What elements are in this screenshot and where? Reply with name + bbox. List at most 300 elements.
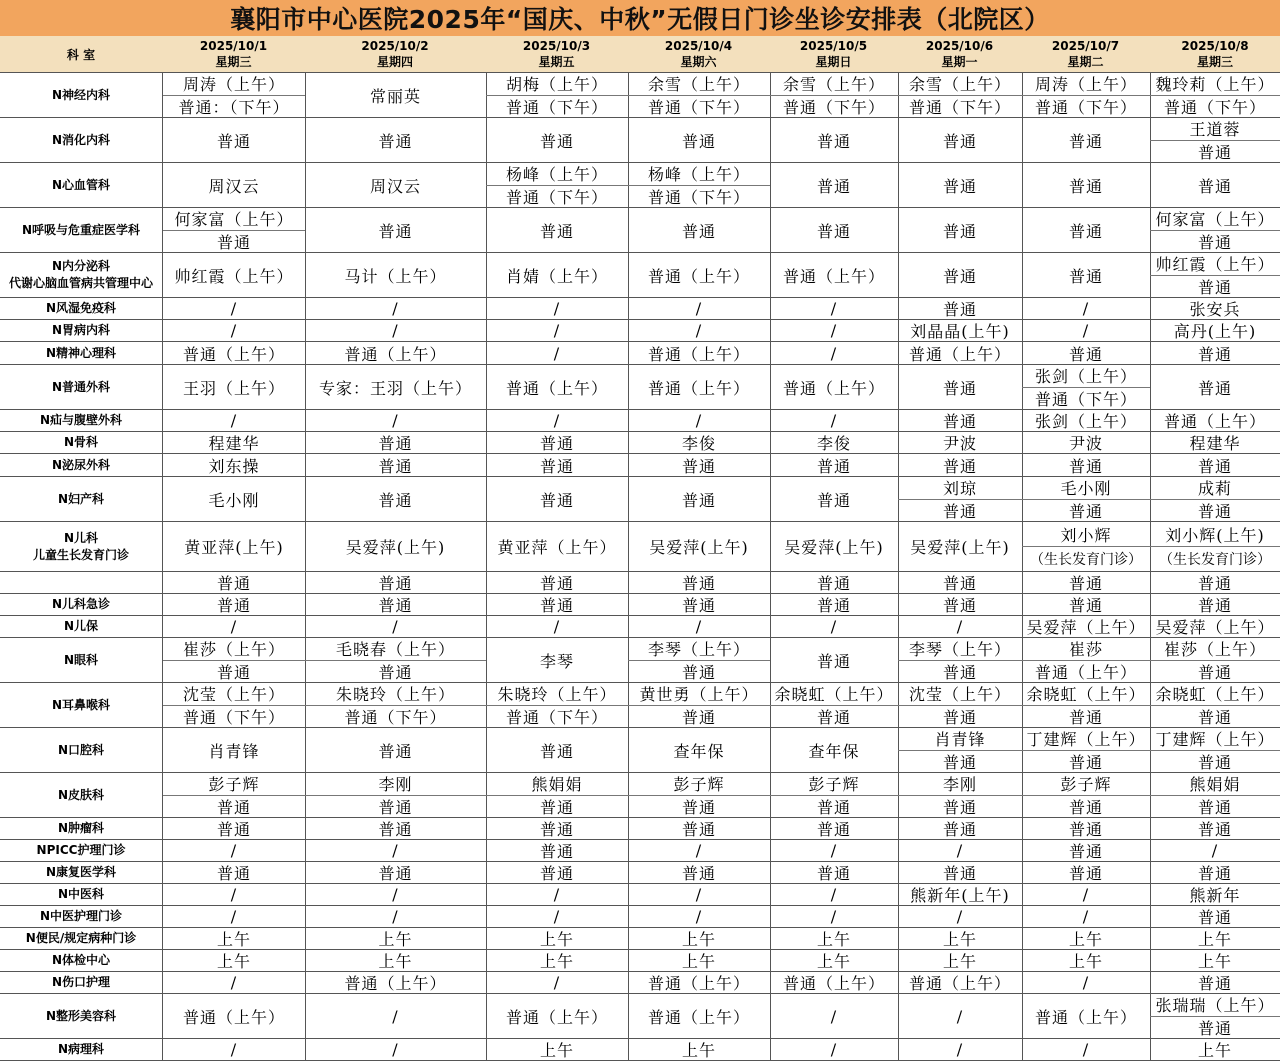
cell-line: 普通 [1022,705,1150,728]
cell-line: 上午 [539,930,574,949]
schedule-cell [628,773,770,817]
cell-line: 普通（上午） [182,1007,285,1027]
cell-line: 普通 [539,456,574,476]
cell-line: 普通 [1022,750,1150,773]
dept-name [0,342,162,364]
cell-line: 普通 [216,864,251,883]
cell-line: 普通 [216,596,251,615]
schedule-cell [163,950,305,971]
cell-line: / [553,617,561,636]
schedule-cell [628,253,770,297]
schedule-cell [1022,928,1150,949]
schedule-cell [163,594,305,615]
header-day [628,36,769,72]
cell-line: 尹波 [942,434,977,453]
cell-line: / [695,907,703,926]
schedule-cell [628,454,770,476]
cell-line: 普通（上午） [782,974,885,993]
cell-line: 普通 [816,864,851,883]
schedule-cell [628,594,770,615]
cell-line: 彭子辉 [208,775,260,795]
schedule-cell [770,972,898,993]
dept-name-line: N儿科急诊 [51,597,111,611]
cell-line: 周汉云 [208,176,260,196]
schedule-cell [486,454,628,476]
schedule-cell [898,163,1022,207]
cell-line: 普通 [816,221,851,241]
schedule-cell [1150,728,1280,772]
schedule-cell [770,454,898,476]
cell-line: 王道蓉 [1189,120,1241,140]
cell-line: 普通 [1068,131,1103,151]
schedule-cell [770,862,898,883]
cell-line: 上午 [681,952,716,971]
schedule-cell [898,477,1022,521]
header-weekday: 星期四 [376,55,413,69]
cell-line: （生长发育门诊） [1150,546,1280,571]
cell-line: 朱晓玲（上午） [335,685,455,705]
cell-line: 查年保 [673,741,725,761]
cell-line: 普通 [1197,974,1232,993]
cell-line: / [392,411,399,430]
cell-line: （生长发育门诊） [1022,546,1150,571]
cell-line: 何家富（上午） [1155,210,1275,230]
schedule-cell [898,683,1022,727]
schedule-cell [163,862,305,883]
schedule-cell [163,972,305,993]
schedule-cell [770,994,898,1038]
schedule-cell [1150,840,1280,861]
cell-line: 马计（上午） [344,266,447,286]
schedule-cell [1150,454,1280,476]
cell-line: 常丽英 [369,86,421,106]
cell-line: / [956,1006,964,1026]
cell-line: 普通 [539,820,574,839]
cell-line: 普通 [1197,456,1232,476]
schedule-cell [305,320,486,341]
schedule-cell [770,118,898,162]
schedule-cell [163,454,305,476]
schedule-cell [1022,253,1150,297]
dept-name-line: N疝与腹壁外科 [39,413,123,427]
cell-line: 上午 [539,1041,574,1060]
cell-line: 丁建辉（上午） [1026,730,1146,750]
schedule-cell [486,616,628,637]
schedule-cell [898,253,1022,297]
cell-line: 熊娟娟 [531,775,583,795]
schedule-cell [486,522,628,571]
cell-line: 黄世勇（上午） [639,685,759,705]
schedule-cell [1022,454,1150,476]
cell-line: 熊新年 [1189,886,1241,905]
cell-line: 刘琼 [942,479,977,499]
cell-line: 张安兵 [1189,300,1241,319]
cell-line: / [230,841,238,860]
dept-name [0,728,162,772]
schedule-cell [898,432,1022,453]
cell-line: 杨峰（上午） [505,165,608,185]
cell-line: 普通 [1068,221,1103,241]
schedule-cell [770,298,898,319]
cell-line: 普通 [816,574,851,593]
schedule-cell [1022,365,1150,409]
header-weekday: 星期六 [680,55,717,69]
schedule-cell [628,163,770,207]
cell-line: / [392,1006,399,1026]
schedule-cell [1022,840,1150,861]
schedule-cell [486,163,628,207]
schedule-cell [163,683,305,727]
schedule-cell [770,818,898,839]
header-date: 2025/10/7 [1051,39,1120,53]
cell-line: 张剑（上午） [1034,367,1137,387]
cell-line: 普通（上午） [908,344,1011,364]
schedule-cell [1150,572,1280,593]
schedule-cell [628,410,770,431]
cell-line: / [230,973,238,992]
schedule-cell [163,773,305,817]
schedule-cell [770,477,898,521]
header-date: 2025/10/1 [199,39,268,53]
cell-line: 周汉云 [369,176,421,196]
cell-line: 普通 [1022,499,1150,522]
cell-line: 普通 [1068,820,1103,839]
cell-line: 王羽（上午） [182,378,285,398]
cell-line: 普通 [816,131,851,151]
header-day [486,36,627,72]
cell-line: 普通 [1197,908,1232,927]
schedule-cell [770,320,898,341]
schedule-cell [1150,950,1280,971]
dept-name-line: N消化内科 [51,132,111,147]
schedule-cell [163,73,305,117]
schedule-cell [1022,683,1150,727]
cell-line: 李俊 [816,434,851,453]
cell-line: 朱晓玲（上午） [497,685,617,705]
schedule-cell [163,477,305,521]
schedule-cell [1022,298,1150,319]
schedule-cell [1150,365,1280,409]
cell-line: / [956,1040,964,1059]
cell-line: 普通（上午） [647,378,750,398]
cell-line: 余晓虹（上午） [1155,685,1275,705]
cell-line: / [230,885,238,904]
schedule-cell [1150,818,1280,839]
cell-line: 上午 [1068,952,1103,971]
schedule-cell [770,163,898,207]
cell-line: 上午 [681,930,716,949]
cell-line: 普通 [1068,596,1103,615]
cell-line: 普通 [378,864,413,883]
cell-line: 余雪（上午） [782,75,885,95]
schedule-cell [1022,950,1150,971]
cell-line: 余雪（上午） [647,75,750,95]
header-weekday: 星期五 [538,55,575,69]
cell-line: 李俊 [681,434,716,453]
cell-line: 普通 [378,596,413,615]
table-row [0,319,1280,341]
table-row [0,297,1280,319]
dept-name [0,253,162,297]
dept-name-line: N心血管科 [51,177,111,192]
cell-line: 黄亚萍（上午） [497,538,617,557]
cell-line: 普通 [1197,596,1232,615]
cell-line: 普通（下午） [628,185,770,208]
cell-line: 毛晓春（上午） [335,640,455,660]
cell-line: / [230,1040,238,1059]
schedule-cell [628,818,770,839]
cell-line: 上午 [1197,930,1232,949]
cell-line: 普通 [539,434,574,453]
cell-line: 普通 [816,176,851,196]
schedule-cell [305,342,486,364]
cell-line: / [392,841,399,860]
schedule-cell [628,728,770,772]
table-row [0,682,1280,727]
cell-line: 普通 [539,741,574,761]
cell-line: / [956,617,964,636]
cell-line: 普通 [305,795,486,818]
schedule-cell [628,522,770,571]
dept-name-line: N病理科 [57,1042,105,1056]
dept-name [0,840,162,861]
table-row [0,521,1280,571]
schedule-cell [1022,572,1150,593]
cell-line: 普通 [378,820,413,839]
schedule-cell [163,410,305,431]
schedule-cell [305,118,486,162]
schedule-cell [305,994,486,1038]
table-row [0,453,1280,476]
dept-name-line: N胃病内科 [51,323,111,337]
cell-line: 肖婧（上午） [505,266,608,286]
cell-line: 普通 [816,651,851,671]
schedule-cell [1150,773,1280,817]
dept-name-line: N妇产科 [57,491,105,506]
schedule-cell [163,253,305,297]
cell-line: 普通（上午） [505,378,608,398]
schedule-cell [1022,972,1150,993]
schedule-cell [486,410,628,431]
schedule-cell [486,884,628,905]
table-row [0,162,1280,207]
schedule-cell [1022,477,1150,521]
dept-name [0,572,162,593]
schedule-cell [486,840,628,861]
cell-line: 普通 [1068,344,1103,364]
dept-name [0,298,162,319]
cell-line: 上午 [1197,952,1232,971]
cell-line: 余晓虹（上午） [1026,685,1146,705]
cell-line: 普通 [1068,176,1103,196]
schedule-cell [770,884,898,905]
dept-name-line: N神经内科 [51,87,111,102]
cell-line: 普通 [539,131,574,151]
schedule-table [0,72,1280,1061]
schedule-cell [898,342,1022,364]
cell-line: 普通 [770,705,898,728]
cell-line: 沈莹（上午） [182,685,285,705]
cell-line: 毛小刚 [1060,479,1112,499]
header-day [770,36,897,72]
schedule-cell [770,906,898,927]
schedule-cell [1022,342,1150,364]
dept-name-line: N内分泌科 [51,259,111,273]
cell-line: 普通 [942,300,977,319]
dept-name-line: N口腔科 [57,742,105,757]
schedule-cell [770,253,898,297]
cell-line: / [695,841,703,860]
cell-line: / [392,617,399,636]
table-row [0,341,1280,364]
header-dept-label: 科 室 [66,47,96,62]
cell-line: 普通 [942,378,977,398]
schedule-cell [770,410,898,431]
schedule-cell [305,572,486,593]
schedule-cell [486,994,628,1038]
schedule-cell [770,342,898,364]
cell-line: / [830,343,838,363]
cell-line: 普通 [942,864,977,883]
schedule-cell [898,572,1022,593]
schedule-cell [486,638,628,682]
table-header [0,36,1280,72]
cell-line: 普通（下午） [163,705,305,728]
cell-line: / [830,1040,838,1059]
cell-line: / [1082,299,1090,318]
cell-line: 崔莎 [1068,640,1103,660]
table-row [0,905,1280,927]
schedule-cell [1150,163,1280,207]
dept-name [0,906,162,927]
cell-line: 普通：（下午） [163,95,305,118]
dept-name-line: N伤口护理 [51,975,111,989]
schedule-cell [1150,994,1280,1038]
table-row [0,637,1280,682]
cell-line: 普通 [898,705,1022,728]
cell-line: 上午 [816,930,851,949]
schedule-cell [305,773,486,817]
cell-line: 吴爱萍(上午) [784,538,884,557]
table-row [0,364,1280,409]
schedule-cell [770,840,898,861]
schedule-cell [486,862,628,883]
cell-line: 普通 [163,660,305,683]
header-date: 2025/10/2 [361,39,429,53]
dept-name [0,432,162,453]
cell-line: 普通 [898,750,1022,773]
cell-line: 普通 [1197,864,1232,883]
cell-line: 普通 [681,820,716,839]
cell-line: / [230,411,238,430]
cell-line: 彭子辉 [1060,775,1112,795]
cell-line: / [695,617,703,636]
schedule-cell [1150,118,1280,162]
cell-line: 普通 [942,596,977,615]
table-row [0,927,1280,949]
schedule-cell [163,163,305,207]
dept-name-line: N中医护理门诊 [39,909,123,923]
schedule-cell [163,906,305,927]
dept-name-line: N呼吸与危重症医学科 [21,222,141,237]
cell-line: 普通（上午） [908,974,1011,993]
cell-line: 普通 [816,456,851,476]
schedule-cell [770,572,898,593]
schedule-cell [486,298,628,319]
dept-name [0,320,162,341]
table-row [0,1038,1280,1060]
schedule-cell [628,972,770,993]
cell-line: 普通 [816,820,851,839]
header-day [1022,36,1149,72]
cell-line: 余晓虹（上午） [774,685,894,705]
cell-line: 上午 [539,952,574,971]
cell-line: 普通 [942,574,977,593]
schedule-cell [486,432,628,453]
schedule-cell [163,432,305,453]
schedule-cell [305,253,486,297]
cell-line: 李刚 [378,775,413,795]
cell-line: 周涛（上午） [182,75,285,95]
cell-line: 普通 [1150,705,1280,728]
dept-name-line: N整形美容科 [45,1008,117,1023]
schedule-cell [628,638,770,682]
schedule-cell [1150,342,1280,364]
dept-name [0,950,162,971]
schedule-cell [628,320,770,341]
cell-line: 李琴 [539,651,574,671]
schedule-cell [1022,638,1150,682]
cell-line: 胡梅（上午） [505,75,608,95]
schedule-cell [305,683,486,727]
cell-line: 帅红霞（上午） [174,266,294,286]
cell-line: 普通 [163,230,305,253]
cell-line: 上午 [942,930,977,949]
table-row [0,883,1280,905]
cell-line: 彭子辉 [673,775,725,795]
table-row [0,72,1280,117]
schedule-cell [1022,616,1150,637]
dept-name-line: N风湿免疫科 [45,301,117,315]
schedule-cell [1150,972,1280,993]
schedule-cell [486,572,628,593]
schedule-cell [486,818,628,839]
cell-line: 吴爱萍(上午) [649,538,749,557]
cell-line: 普通 [539,574,574,593]
dept-name [0,73,162,117]
cell-line: 吴爱萍（上午） [1155,618,1275,637]
schedule-cell [305,163,486,207]
schedule-cell [163,208,305,252]
schedule-cell [163,522,305,571]
cell-line: 尹波 [1068,434,1103,453]
schedule-cell [1022,118,1150,162]
cell-line: 张剑（上午） [1034,412,1137,431]
schedule-cell [163,840,305,861]
schedule-cell [486,208,628,252]
dept-name [0,208,162,252]
schedule-cell [770,432,898,453]
cell-line: 普通 [1150,499,1280,522]
cell-line: / [392,1040,399,1059]
cell-line: / [695,885,703,904]
dept-name [0,994,162,1038]
schedule-cell [486,73,628,117]
dept-name [0,972,162,993]
cell-line: 普通 [1022,795,1150,818]
schedule-cell [163,728,305,772]
schedule-cell [898,454,1022,476]
